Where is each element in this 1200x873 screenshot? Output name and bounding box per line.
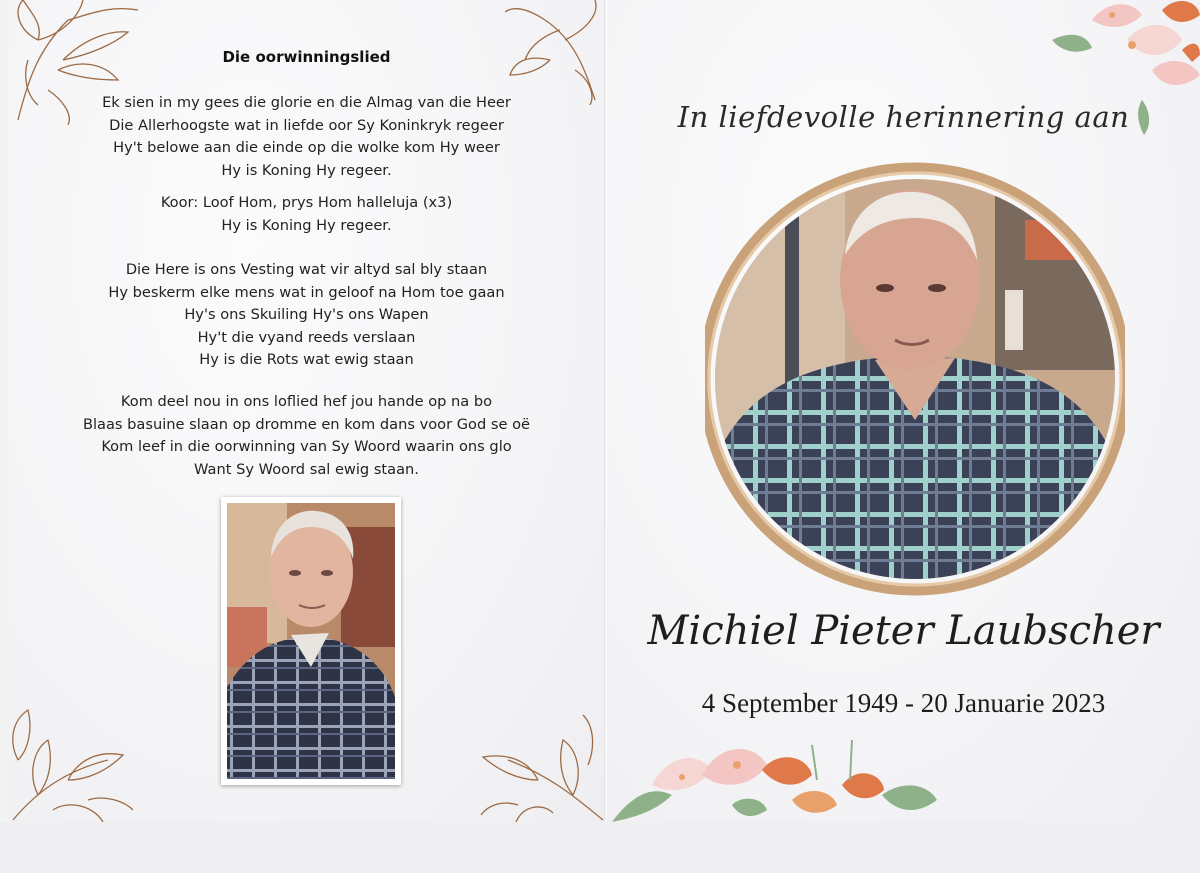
- hymn-line: Kom leef in die oorwinning van Sy Woord waarin ons glo: [101, 438, 512, 455]
- right-page: [607, 0, 1200, 822]
- hymn-line: Hy is Koning Hy regeer.: [221, 161, 392, 179]
- hymn-line: Hy beskerm elke mens wat in geloof na Hom toe gaan: [108, 283, 505, 301]
- memorial-heading: In liefdevolle herinnering aan: [677, 100, 1130, 134]
- hymn-stanza-2: [8, 259, 605, 372]
- hymn-line: Want Sy Woord sal ewig staan.: [194, 460, 419, 478]
- hymn-line: Hy't belowe aan die einde op die wolke kom Hy weer: [113, 139, 500, 156]
- hymn-title: Die oorwinningslied: [222, 48, 391, 66]
- scan-background: [0, 822, 1200, 873]
- hymn-line: Hy't die vyand reeds verslaan: [197, 328, 416, 346]
- lily-corner-bottom-right-icon: [478, 705, 605, 822]
- lily-corner-bottom-left-icon: [8, 700, 148, 822]
- life-dates: 4 September 1949 - 20 Januarie 2023: [701, 688, 1106, 718]
- hymn-line: Kom deel nou in ons loflied hef jou hande op na bo: [120, 393, 493, 410]
- hymn-line: Hy is Koning Hy regeer.: [221, 216, 392, 234]
- hymn-stanza-3: [8, 391, 605, 481]
- hymn-line: Die Allerhoogste wat in liefde oor Sy Koninkryk regeer: [109, 116, 504, 134]
- hymn-line: Hy's ons Skuiling Hy's ons Wapen: [184, 306, 429, 323]
- hymn-line: Die Here is ons Vesting wat vir altyd sal bly staan: [125, 261, 488, 278]
- hymn-line: Koor: Loof Hom, prys Hom halleluja (x3): [160, 194, 453, 211]
- hymn-chorus: [8, 192, 605, 237]
- hymn-line: Hy is die Rots wat ewig staan: [199, 351, 414, 368]
- hymn-stanza-1: [8, 92, 605, 182]
- hymn-line: Blaas basuine slaan op dromme en kom dans voor God se oë: [82, 415, 531, 433]
- left-page: [8, 0, 605, 822]
- hymn-line: Ek sien in my gees die glorie en die Almag van die Heer: [102, 94, 511, 111]
- portrait-photo-frame: [705, 160, 1125, 598]
- deceased-name: Michiel Pieter Laubscher: [647, 608, 1160, 654]
- small-portrait-photo: [221, 497, 401, 785]
- flower-border-bottom-icon: [612, 725, 942, 822]
